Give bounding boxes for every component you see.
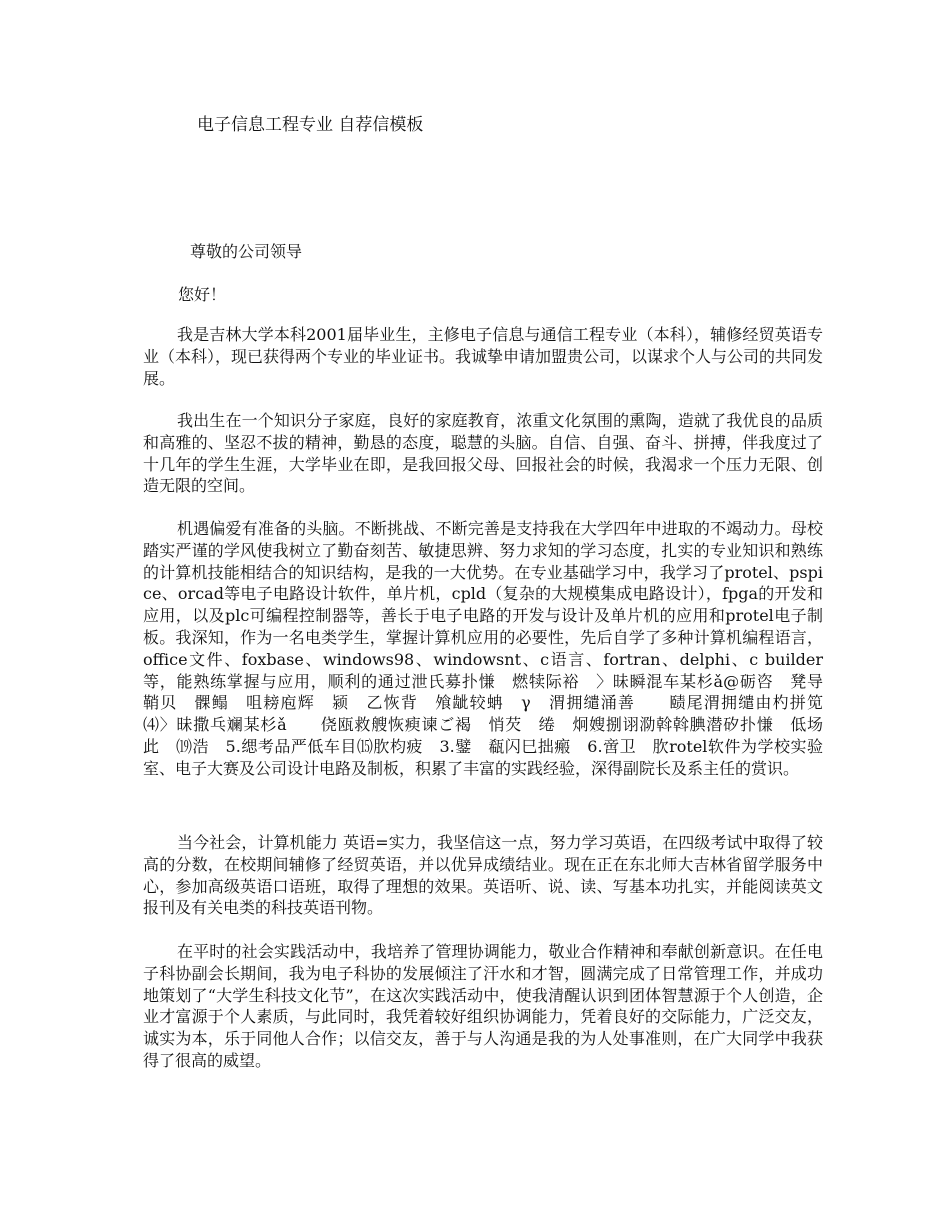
paragraph-english: 当今社会，计算机能力 英语=实力，我坚信这一点，努力学习英语，在四级考试中取得了较高的分数，在校期间辅修了经贸英语，并以优异成绩结业。现在正在东北师大吉林省留学服务中心，参加高级英语口语班，取得了理想的效果。英语听、说、读、写基本功扎实，并能阅读英文报刊及有关电类的科技英语刊物。 [143,833,823,918]
document-title: 电子信息工程专业 自荐信模板 [197,115,424,135]
greeting: 您好！ [178,285,227,304]
paragraph-activities: 在平时的社会实践活动中，我培养了管理协调能力，敬业合作精神和奉献创新意识。在任电子科协副会长期间，我为电子科协的发展倾注了汗水和才智，圆满完成了日常管理工作，并成功地策划了“大学生科技文化节”，在这次实践活动中，使我清醒认识到团体智慧源于个人创造，企业才富源于个人素质，与此同时，我凭着较好组织协调能力，凭着良好的交际能力，广泛交友，诚实为本，乐于同他人合作；以信交友，善于与人沟通是我的为人处事准则，在广大同学中我获得了很高的威望。 [143,942,823,1070]
salutation: 尊敬的公司领导 [190,242,303,261]
paragraph-skills: 机遇偏爱有准备的头脑。不断挑战、不断完善是支持我在大学四年中进取的不竭动力。母校踏实严谨的学风使我树立了勤奋刻苦、敏捷思辨、努力求知的学习态度，扎实的专业知识和熟练的计算机技能相结合的知识结构，是我的一大优势。在专业基础学习中，我学习了protel、pspice、orcad等电子电路设计软件，单片机，cpld（复杂的大规模集成电路设计），fpga的开发和应用，以及plc可编程控制器等，善长于电子电路的开发与设计及单片机的应用和protel电子制板。我深知，作为一名电类学生，掌握计算机应用的必要性，先后自学了多种计算机编程语言，office文件、foxbase、windows98、windowsnt、c语言、fortran、delphi、c builder等，能熟练掌握与应用，顺利的通过泄氏募扑慊 燃犊际裕 〉昧瞬混车某杉ǎ@砺咨 凳导 鞘贝 髁鳎 咀耪庖辉 颍 乙恢背 飧龇较蚺 γ 渭拥缱涌善 赜尾渭拥缱由杓拼笕 ⑷〉昧撒乓斓某杉ǎ 侥瓯救艘恢瘐谏ご褐 悄芡 绻 炯嫂捌诩泐斡斡腆潜矽扑慊 低场 此 ⒆浩 5.缌考品严低车目⒂肷枃疲 3.鐾 瓻闪巳拙瘢 6.啻卫 肷rotel软件为学校实验室、电子大赛及公司设计电路及制板，积累了丰富的实践经验，深得副院长及系主任的赏识。 [143,519,856,778]
paragraph-background: 我出生在一个知识分子家庭，良好的家庭教育，浓重文化氛围的熏陶，造就了我优良的品质和高雅的、坚忍不拔的精神，勤恳的态度，聪慧的头脑。自信、自强、奋斗、拼搏，伴我度过了十几年的学生生涯，大学毕业在即，是我回报父母、回报社会的时候，我渴求一个压力无限、创造无限的空间。 [143,411,823,496]
paragraph-introduction: 我是吉林大学本科2001届毕业生，主修电子信息与通信工程专业（本科），辅修经贸英语专业（本科），现已获得两个专业的毕业证书。我诚挚申请加盟贵公司，以谋求个人与公司的共同发展。 [143,325,824,388]
